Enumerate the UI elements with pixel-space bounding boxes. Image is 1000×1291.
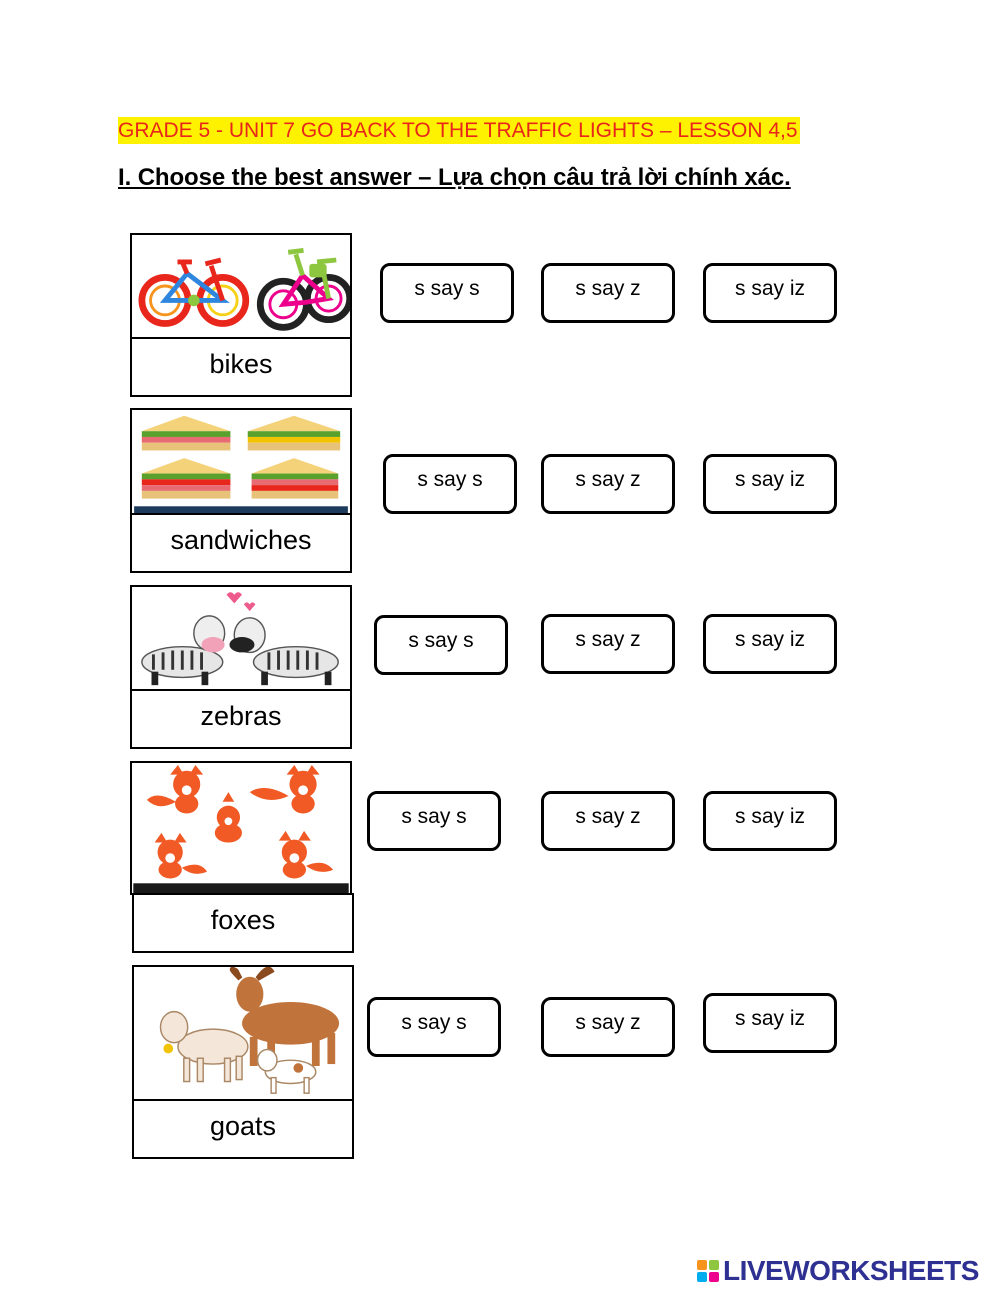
word-card	[130, 513, 352, 573]
option-s-say-s[interactable]: s say s	[383, 454, 517, 514]
goats-icon	[132, 965, 354, 1101]
option-s-say-s[interactable]: s say s	[374, 615, 508, 675]
option-s-say-z[interactable]: s say z	[541, 454, 675, 514]
bicycles-icon	[130, 233, 352, 339]
liveworksheets-logo	[697, 1254, 979, 1288]
option-s-say-z[interactable]: s say z	[541, 997, 675, 1057]
word-card	[130, 689, 352, 749]
word-card	[132, 1099, 354, 1159]
option-s-say-s[interactable]: s say s	[367, 997, 501, 1057]
word-label: sandwiches	[170, 525, 312, 555]
option-s-say-iz[interactable]: s say iz	[703, 263, 837, 323]
logo-text: LIVEWORKSHEETS	[723, 1255, 979, 1286]
instruction-heading: I. Choose the best answer – Lựa chọn câu trả lời chính xác.	[118, 164, 791, 191]
worksheet-title: GRADE 5 - UNIT 7 GO BACK TO THE TRAFFIC LIGHTS – LESSON 4,5	[118, 119, 798, 142]
word-label: foxes	[210, 905, 276, 935]
word-card	[130, 337, 352, 397]
option-s-say-iz[interactable]: s say iz	[703, 614, 837, 674]
option-s-say-s[interactable]: s say s	[367, 791, 501, 851]
logo-squares-icon	[697, 1260, 719, 1282]
option-s-say-iz[interactable]: s say iz	[703, 791, 837, 851]
option-s-say-z[interactable]: s say z	[541, 791, 675, 851]
option-s-say-s[interactable]: s say s	[380, 263, 514, 323]
word-label: zebras	[200, 701, 282, 731]
word-card	[132, 893, 354, 953]
word-label: bikes	[209, 349, 273, 379]
zebras-icon	[130, 585, 352, 691]
option-s-say-z[interactable]: s say z	[541, 614, 675, 674]
word-label: goats	[209, 1111, 277, 1141]
sandwiches-icon	[130, 408, 352, 516]
option-s-say-z[interactable]: s say z	[541, 263, 675, 323]
foxes-icon	[130, 761, 352, 895]
option-s-say-iz[interactable]: s say iz	[703, 993, 837, 1053]
option-s-say-iz[interactable]: s say iz	[703, 454, 837, 514]
